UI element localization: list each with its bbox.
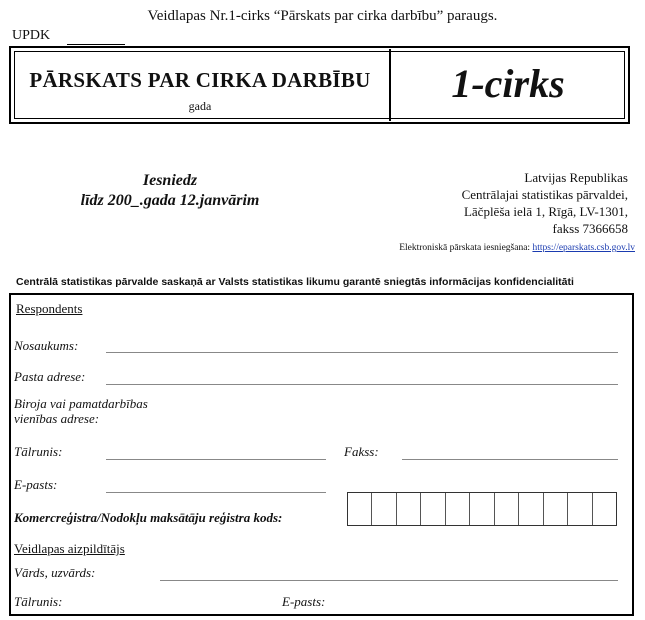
registry-code-digit-cell[interactable] (593, 493, 616, 525)
submit-deadline: līdz 200_.gada 12.janvārim (80, 192, 260, 209)
name-label: Nosaukums: (14, 338, 79, 353)
registry-code-digit-cell[interactable] (470, 493, 494, 525)
office-address-field[interactable] (170, 426, 618, 427)
updk-field[interactable] (67, 44, 125, 45)
registry-code-digit-cell[interactable] (421, 493, 445, 525)
recipient-line-3: Lāčplēša ielā 1, Rīgā, LV-1301, (463, 204, 628, 219)
registry-code-digit-cell[interactable] (348, 493, 372, 525)
fax-label: Fakss: (344, 444, 379, 459)
registry-code-digit-cell[interactable] (446, 493, 470, 525)
page-caption: Veidlapas Nr.1-cirks “Pārskats par cirka darbību” paraugs. (147, 8, 498, 24)
updk-label: UPDK (12, 28, 51, 43)
respondent-form-box (9, 293, 634, 616)
registry-code-digit-cell[interactable] (397, 493, 421, 525)
filler-section-title: Veidlapas aizpildītājs (14, 541, 125, 556)
registry-code-digit-cell[interactable] (568, 493, 592, 525)
form-code: 1-cirks (451, 61, 565, 106)
name-field[interactable] (106, 352, 618, 353)
electronic-submission-label: Elektroniskā pārskata iesniegšana: (399, 243, 531, 253)
recipient-line-1: Latvijas Republikas (524, 170, 628, 185)
phone-label: Tālrunis: (14, 444, 63, 459)
phone-field[interactable] (106, 459, 326, 460)
filler-name-label: Vārds, uzvārds: (14, 565, 96, 580)
registry-code-digit-cell[interactable] (372, 493, 396, 525)
registry-code-digit-cell[interactable] (519, 493, 543, 525)
postal-address-label: Pasta adrese: (14, 369, 86, 384)
eparskats-link[interactable]: https://eparskats.csb.gov.lv (532, 243, 635, 253)
postal-address-field[interactable] (106, 384, 618, 385)
fax-field[interactable] (402, 459, 618, 460)
recipient-line-2: Centrālajai statistikas pārvaldei, (461, 187, 628, 202)
filler-phone-label: Tālrunis: (14, 594, 63, 609)
email-label: E-pasts: (14, 477, 58, 492)
registry-code-boxes[interactable] (347, 492, 617, 526)
confidentiality-notice: Centrālā statistikas pārvalde saskaņā ar Valsts statistikas likumu garantē sniegtās informācijas konfidencialitāti (16, 276, 574, 288)
filler-name-field[interactable] (160, 580, 618, 581)
office-address-label-1: Biroja vai pamatdarbības (14, 396, 148, 411)
respondent-section-title: Respondents (16, 301, 83, 316)
registry-code-digit-cell[interactable] (495, 493, 519, 525)
submit-label: Iesniedz (142, 172, 198, 189)
electronic-submission (399, 243, 635, 253)
filler-email-label: E-pasts: (282, 594, 326, 609)
registry-code-digit-cell[interactable] (544, 493, 568, 525)
registry-code-label: Komercreģistra/Nodokļu maksātāju reģistra kods: (14, 510, 283, 525)
report-year-label: gada (188, 99, 212, 113)
office-address-label-2: vienības adrese: (14, 411, 100, 426)
recipient-line-4: fakss 7366658 (552, 221, 628, 236)
report-title: PĀRSKATS PAR CIRKA DARBĪBU (29, 68, 371, 92)
email-field[interactable] (106, 492, 326, 493)
